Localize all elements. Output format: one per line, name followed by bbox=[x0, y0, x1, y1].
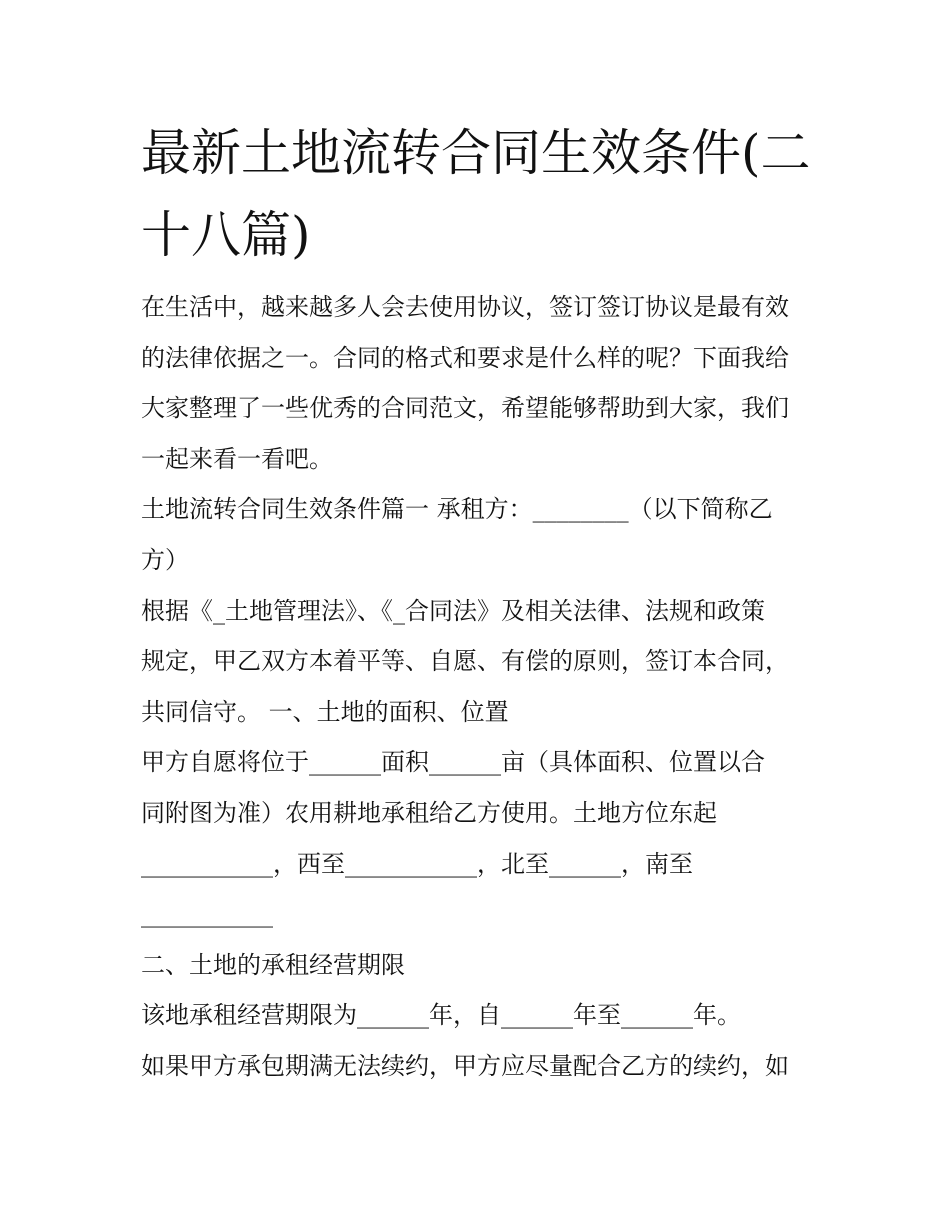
body-line: 一起来看一看吧。 bbox=[141, 444, 333, 473]
body-line: 土地流转合同生效条件篇一 承租方：________（以下简称乙 bbox=[141, 495, 773, 524]
document-body bbox=[141, 282, 821, 1092]
body-line: 根据《_土地管理法》、《_合同法》及相关法律、法规和政策 bbox=[141, 596, 765, 625]
body-line: 如果甲方承包期满无法续约，甲方应尽量配合乙方的续约，如 bbox=[141, 1051, 789, 1080]
body-line: 共同信守。 一、土地的面积、位置 bbox=[141, 697, 509, 726]
body-line: ___________，西至___________，北至______，南至 bbox=[141, 849, 693, 878]
body-line: 大家整理了一些优秀的合同范文，希望能够帮助到大家，我们 bbox=[141, 394, 789, 423]
title-line-1: 最新土地流转合同生效条件(二 bbox=[141, 124, 811, 182]
document-title bbox=[141, 112, 821, 276]
body-line: 甲方自愿将位于______面积______亩（具体面积、位置以合 bbox=[141, 748, 765, 777]
body-line: 同附图为准）农用耕地承租给乙方使用。土地方位东起 bbox=[141, 798, 717, 827]
body-line: 规定，甲乙双方本着平等、自愿、有偿的原则，签订本合同， bbox=[141, 647, 789, 676]
title-line-2: 十八篇) bbox=[141, 206, 311, 264]
document-page bbox=[141, 112, 821, 1092]
body-line: 二、土地的承租经营期限 bbox=[141, 950, 405, 979]
body-line: 该地承租经营期限为______年，自______年至______年。 bbox=[141, 1001, 741, 1030]
body-line: 在生活中，越来越多人会去使用协议，签订签订协议是最有效 bbox=[141, 293, 789, 321]
body-line: 方） bbox=[141, 545, 189, 574]
body-line: 的法律依据之一。合同的格式和要求是什么样的呢？下面我给 bbox=[141, 343, 789, 372]
body-line: ___________ bbox=[141, 900, 273, 929]
